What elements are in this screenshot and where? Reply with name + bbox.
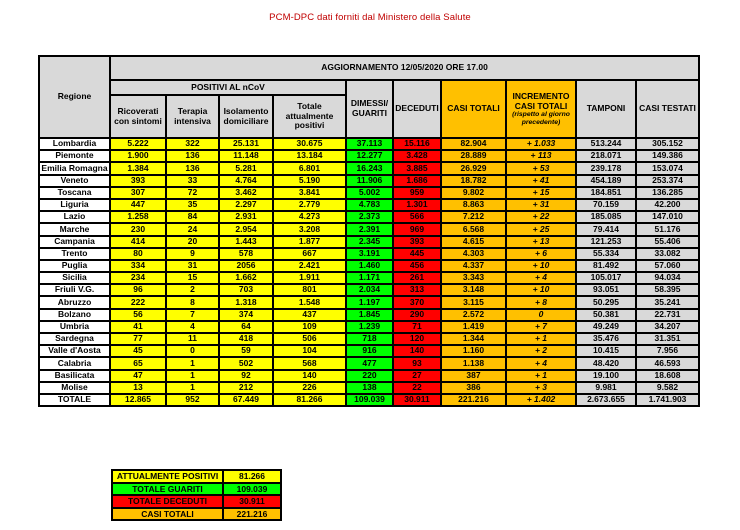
cell-totale-positivi: 109 <box>273 321 346 333</box>
cell-casi-totali: 4.303 <box>441 248 506 260</box>
cell-dimessi-guariti: 16.243 <box>346 162 393 174</box>
cell-deceduti: 3.428 <box>393 150 441 162</box>
cell-tamponi: 79.414 <box>576 223 636 235</box>
cell-terapia-intensiva: 72 <box>166 187 219 199</box>
table-row <box>39 382 699 394</box>
cell-deceduti: 140 <box>393 345 441 357</box>
cell-regione: Lombardia <box>39 138 110 150</box>
cell-deceduti: 370 <box>393 296 441 308</box>
cell-incremento: + 25 <box>506 223 576 235</box>
cell-dimessi-guariti: 109.039 <box>346 394 393 406</box>
cell-dimessi-guariti: 2.345 <box>346 236 393 248</box>
cell-dimessi-guariti: 2.034 <box>346 284 393 296</box>
cell-deceduti: 3.885 <box>393 162 441 174</box>
cell-ricoverati: 41 <box>110 321 166 333</box>
cell-tamponi: 10.415 <box>576 345 636 357</box>
cell-casi-testati: 35.241 <box>636 296 699 308</box>
cell-isolamento: 59 <box>219 345 273 357</box>
summary-value: 109.039 <box>223 483 281 496</box>
cell-casi-testati: 253.374 <box>636 175 699 187</box>
header-isolamento: Isolamento domiciliare <box>219 95 273 138</box>
cell-tamponi: 218.071 <box>576 150 636 162</box>
cell-tamponi: 105.017 <box>576 272 636 284</box>
cell-casi-totali: 221.216 <box>441 394 506 406</box>
cell-incremento: + 13 <box>506 236 576 248</box>
header-casi-testati: CASI TESTATI <box>636 80 699 138</box>
table-row <box>39 199 699 211</box>
cell-dimessi-guariti: 2.373 <box>346 211 393 223</box>
cell-ricoverati: 77 <box>110 333 166 345</box>
cell-dimessi-guariti: 37.113 <box>346 138 393 150</box>
cell-regione: Lazio <box>39 211 110 223</box>
cell-totale-positivi: 801 <box>273 284 346 296</box>
summary-label: TOTALE GUARITI <box>112 483 223 496</box>
cell-incremento: + 53 <box>506 162 576 174</box>
cell-incremento: + 31 <box>506 199 576 211</box>
cell-dimessi-guariti: 1.239 <box>346 321 393 333</box>
cell-deceduti: 393 <box>393 236 441 248</box>
cell-regione: Bolzano <box>39 309 110 321</box>
cell-casi-totali: 1.160 <box>441 345 506 357</box>
header-ricoverati: Ricoverati con sintomi <box>110 95 166 138</box>
cell-incremento: + 1.033 <box>506 138 576 150</box>
cell-dimessi-guariti: 2.391 <box>346 223 393 235</box>
cell-ricoverati: 45 <box>110 345 166 357</box>
cell-totale-positivi: 667 <box>273 248 346 260</box>
cell-dimessi-guariti: 1.197 <box>346 296 393 308</box>
cell-isolamento: 578 <box>219 248 273 260</box>
cell-casi-testati: 55.406 <box>636 236 699 248</box>
cell-incremento: + 41 <box>506 175 576 187</box>
cell-incremento: + 3 <box>506 382 576 394</box>
cell-incremento: + 2 <box>506 345 576 357</box>
cell-casi-totali: 82.904 <box>441 138 506 150</box>
cell-terapia-intensiva: 9 <box>166 248 219 260</box>
cell-casi-testati: 33.082 <box>636 248 699 260</box>
cell-casi-totali: 8.863 <box>441 199 506 211</box>
cell-ricoverati: 96 <box>110 284 166 296</box>
cell-regione: Umbria <box>39 321 110 333</box>
cell-isolamento: 11.148 <box>219 150 273 162</box>
cell-deceduti: 313 <box>393 284 441 296</box>
cell-terapia-intensiva: 15 <box>166 272 219 284</box>
cell-totale-positivi: 5.190 <box>273 175 346 187</box>
cell-ricoverati: 80 <box>110 248 166 260</box>
cell-totale-positivi: 140 <box>273 370 346 382</box>
cell-totale-positivi: 506 <box>273 333 346 345</box>
cell-dimessi-guariti: 5.002 <box>346 187 393 199</box>
cell-terapia-intensiva: 24 <box>166 223 219 235</box>
cell-deceduti: 445 <box>393 248 441 260</box>
cell-tamponi: 50.381 <box>576 309 636 321</box>
cell-dimessi-guariti: 718 <box>346 333 393 345</box>
header-casi-totali: CASI TOTALI <box>441 80 506 138</box>
cell-ricoverati: 334 <box>110 260 166 272</box>
summary-label: ATTUALMENTE POSITIVI <box>112 470 223 483</box>
cell-deceduti: 959 <box>393 187 441 199</box>
cell-casi-totali: 26.929 <box>441 162 506 174</box>
cell-ricoverati: 222 <box>110 296 166 308</box>
summary-table <box>111 469 282 521</box>
cell-isolamento: 1.318 <box>219 296 273 308</box>
cell-tamponi: 513.244 <box>576 138 636 150</box>
cell-dimessi-guariti: 477 <box>346 357 393 369</box>
cell-ricoverati: 65 <box>110 357 166 369</box>
cell-dimessi-guariti: 1.845 <box>346 309 393 321</box>
cell-ricoverati: 47 <box>110 370 166 382</box>
cell-regione: Sardegna <box>39 333 110 345</box>
summary-row-attualmente-positivi <box>112 470 281 483</box>
table-row <box>39 211 699 223</box>
table-row <box>39 333 699 345</box>
cell-totale-positivi: 6.801 <box>273 162 346 174</box>
cell-tamponi: 239.178 <box>576 162 636 174</box>
cell-deceduti: 261 <box>393 272 441 284</box>
cell-totale-positivi: 81.266 <box>273 394 346 406</box>
cell-casi-totali: 1.344 <box>441 333 506 345</box>
cell-casi-totali: 386 <box>441 382 506 394</box>
cell-tamponi: 55.334 <box>576 248 636 260</box>
cell-totale-positivi: 104 <box>273 345 346 357</box>
summary-label: CASI TOTALI <box>112 508 223 521</box>
page-title: PCM-DPC dati forniti dal Ministero della Salute <box>269 12 471 23</box>
table-row <box>39 321 699 333</box>
cell-regione: Piemonte <box>39 150 110 162</box>
table-row <box>39 175 699 187</box>
cell-dimessi-guariti: 3.191 <box>346 248 393 260</box>
cell-casi-testati: 94.034 <box>636 272 699 284</box>
header-totale-positivi: Totale attualmente positivi <box>273 95 346 138</box>
cell-casi-testati: 1.741.903 <box>636 394 699 406</box>
cell-incremento: + 7 <box>506 321 576 333</box>
cell-tamponi: 93.051 <box>576 284 636 296</box>
table-row <box>39 357 699 369</box>
cell-incremento: + 1.402 <box>506 394 576 406</box>
cell-terapia-intensiva: 952 <box>166 394 219 406</box>
cell-terapia-intensiva: 33 <box>166 175 219 187</box>
cell-terapia-intensiva: 4 <box>166 321 219 333</box>
cell-casi-totali: 1.138 <box>441 357 506 369</box>
cell-totale-positivi: 3.841 <box>273 187 346 199</box>
cell-casi-totali: 1.419 <box>441 321 506 333</box>
cell-ricoverati: 1.258 <box>110 211 166 223</box>
cell-dimessi-guariti: 138 <box>346 382 393 394</box>
cell-casi-totali: 3.115 <box>441 296 506 308</box>
cell-casi-testati: 58.395 <box>636 284 699 296</box>
cell-terapia-intensiva: 0 <box>166 345 219 357</box>
cell-deceduti: 969 <box>393 223 441 235</box>
cell-terapia-intensiva: 1 <box>166 357 219 369</box>
cell-regione: Calabria <box>39 357 110 369</box>
cell-casi-totali: 4.337 <box>441 260 506 272</box>
cell-isolamento: 67.449 <box>219 394 273 406</box>
cell-deceduti: 1.686 <box>393 175 441 187</box>
cell-incremento: + 22 <box>506 211 576 223</box>
cell-tamponi: 19.100 <box>576 370 636 382</box>
cell-incremento: + 15 <box>506 187 576 199</box>
cell-terapia-intensiva: 1 <box>166 370 219 382</box>
cell-ricoverati: 12.865 <box>110 394 166 406</box>
cell-dimessi-guariti: 4.783 <box>346 199 393 211</box>
cell-terapia-intensiva: 136 <box>166 162 219 174</box>
cell-regione: Friuli V.G. <box>39 284 110 296</box>
cell-ricoverati: 5.222 <box>110 138 166 150</box>
cell-regione: Valle d'Aosta <box>39 345 110 357</box>
cell-deceduti: 93 <box>393 357 441 369</box>
cell-ricoverati: 56 <box>110 309 166 321</box>
cell-isolamento: 2.931 <box>219 211 273 223</box>
cell-regione: Campania <box>39 236 110 248</box>
cell-deceduti: 71 <box>393 321 441 333</box>
cell-terapia-intensiva: 8 <box>166 296 219 308</box>
cell-regione: Sicilia <box>39 272 110 284</box>
table-row <box>39 296 699 308</box>
summary-value: 221.216 <box>223 508 281 521</box>
cell-isolamento: 64 <box>219 321 273 333</box>
cell-casi-testati: 22.731 <box>636 309 699 321</box>
cell-isolamento: 2056 <box>219 260 273 272</box>
cell-casi-totali: 3.148 <box>441 284 506 296</box>
cell-terapia-intensiva: 20 <box>166 236 219 248</box>
cell-incremento: + 4 <box>506 272 576 284</box>
cell-deceduti: 22 <box>393 382 441 394</box>
cell-casi-totali: 6.568 <box>441 223 506 235</box>
cell-isolamento: 418 <box>219 333 273 345</box>
cell-isolamento: 2.954 <box>219 223 273 235</box>
cell-casi-testati: 31.351 <box>636 333 699 345</box>
table-row <box>39 284 699 296</box>
cell-casi-totali: 3.343 <box>441 272 506 284</box>
cell-terapia-intensiva: 2 <box>166 284 219 296</box>
cell-ricoverati: 230 <box>110 223 166 235</box>
cell-terapia-intensiva: 136 <box>166 150 219 162</box>
summary-label: TOTALE DECEDUTI <box>112 495 223 508</box>
cell-casi-totali: 28.889 <box>441 150 506 162</box>
cell-casi-totali: 2.572 <box>441 309 506 321</box>
cell-totale-positivi: 4.273 <box>273 211 346 223</box>
cell-casi-testati: 305.152 <box>636 138 699 150</box>
cell-totale-positivi: 1.877 <box>273 236 346 248</box>
header-positivi-group: POSITIVI AL nCoV <box>110 80 346 95</box>
cell-regione: Trento <box>39 248 110 260</box>
cell-casi-testati: 51.176 <box>636 223 699 235</box>
table-row-total <box>39 394 699 406</box>
cell-tamponi: 184.851 <box>576 187 636 199</box>
cell-incremento: 0 <box>506 309 576 321</box>
cell-ricoverati: 1.384 <box>110 162 166 174</box>
table-row <box>39 223 699 235</box>
header-incremento <box>506 80 576 138</box>
cell-totale-positivi: 226 <box>273 382 346 394</box>
cell-totale-positivi: 2.779 <box>273 199 346 211</box>
cell-ricoverati: 307 <box>110 187 166 199</box>
cell-regione: Marche <box>39 223 110 235</box>
cell-casi-totali: 7.212 <box>441 211 506 223</box>
summary-row-casi-totali <box>112 508 281 521</box>
cell-dimessi-guariti: 1.460 <box>346 260 393 272</box>
cell-terapia-intensiva: 84 <box>166 211 219 223</box>
cell-deceduti: 456 <box>393 260 441 272</box>
cell-isolamento: 4.764 <box>219 175 273 187</box>
cell-regione: TOTALE <box>39 394 110 406</box>
table-header <box>39 56 699 138</box>
cell-casi-testati: 34.207 <box>636 321 699 333</box>
summary-row-totale-guariti <box>112 483 281 496</box>
cell-ricoverati: 414 <box>110 236 166 248</box>
cell-totale-positivi: 2.421 <box>273 260 346 272</box>
cell-isolamento: 212 <box>219 382 273 394</box>
cell-regione: Puglia <box>39 260 110 272</box>
cell-regione: Molise <box>39 382 110 394</box>
cell-dimessi-guariti: 220 <box>346 370 393 382</box>
cell-isolamento: 1.662 <box>219 272 273 284</box>
cell-isolamento: 2.297 <box>219 199 273 211</box>
cell-isolamento: 703 <box>219 284 273 296</box>
cell-isolamento: 5.281 <box>219 162 273 174</box>
cell-regione: Emilia Romagna <box>39 162 110 174</box>
cell-casi-testati: 147.010 <box>636 211 699 223</box>
cell-casi-testati: 46.593 <box>636 357 699 369</box>
cell-casi-totali: 387 <box>441 370 506 382</box>
cell-dimessi-guariti: 11.906 <box>346 175 393 187</box>
table-row <box>39 260 699 272</box>
header-incremento-note: (rispetto al giorno precedente) <box>512 111 570 126</box>
cell-tamponi: 2.673.655 <box>576 394 636 406</box>
cell-casi-testati: 153.074 <box>636 162 699 174</box>
cell-deceduti: 15.116 <box>393 138 441 150</box>
cell-isolamento: 92 <box>219 370 273 382</box>
cell-incremento: + 4 <box>506 357 576 369</box>
table-body <box>39 138 699 406</box>
cell-regione: Toscana <box>39 187 110 199</box>
cell-regione: Basilicata <box>39 370 110 382</box>
cell-totale-positivi: 13.184 <box>273 150 346 162</box>
cell-deceduti: 27 <box>393 370 441 382</box>
table-row <box>39 370 699 382</box>
header-tamponi: TAMPONI <box>576 80 636 138</box>
cell-isolamento: 374 <box>219 309 273 321</box>
cell-dimessi-guariti: 12.277 <box>346 150 393 162</box>
cell-ricoverati: 13 <box>110 382 166 394</box>
cell-isolamento: 3.462 <box>219 187 273 199</box>
table-row <box>39 309 699 321</box>
cell-casi-testati: 18.608 <box>636 370 699 382</box>
cell-regione: Abruzzo <box>39 296 110 308</box>
cell-regione: Veneto <box>39 175 110 187</box>
cell-tamponi: 9.981 <box>576 382 636 394</box>
table-row <box>39 272 699 284</box>
cell-casi-testati: 42.200 <box>636 199 699 211</box>
cell-tamponi: 185.085 <box>576 211 636 223</box>
cell-terapia-intensiva: 1 <box>166 382 219 394</box>
cell-ricoverati: 447 <box>110 199 166 211</box>
cell-deceduti: 1.301 <box>393 199 441 211</box>
cell-totale-positivi: 30.675 <box>273 138 346 150</box>
header-update-banner: AGGIORNAMENTO 12/05/2020 ORE 17.00 <box>110 56 699 80</box>
cell-incremento: + 1 <box>506 333 576 345</box>
table-row <box>39 150 699 162</box>
cell-dimessi-guariti: 916 <box>346 345 393 357</box>
cell-ricoverati: 1.900 <box>110 150 166 162</box>
cell-casi-testati: 136.285 <box>636 187 699 199</box>
cell-incremento: + 1 <box>506 370 576 382</box>
cell-tamponi: 50.295 <box>576 296 636 308</box>
cell-casi-testati: 149.386 <box>636 150 699 162</box>
header-terapia-intensiva: Terapia intensiva <box>166 95 219 138</box>
cell-tamponi: 35.476 <box>576 333 636 345</box>
cell-ricoverati: 234 <box>110 272 166 284</box>
cell-isolamento: 25.131 <box>219 138 273 150</box>
cell-casi-totali: 9.802 <box>441 187 506 199</box>
cell-incremento: + 113 <box>506 150 576 162</box>
cell-terapia-intensiva: 35 <box>166 199 219 211</box>
summary-row-totale-deceduti <box>112 495 281 508</box>
cell-dimessi-guariti: 1.171 <box>346 272 393 284</box>
table-row <box>39 236 699 248</box>
cell-casi-totali: 4.615 <box>441 236 506 248</box>
cell-incremento: + 10 <box>506 260 576 272</box>
header-dimessi-guariti: DIMESSI/ GUARITI <box>346 80 393 138</box>
table-row <box>39 187 699 199</box>
table-row <box>39 138 699 150</box>
cell-tamponi: 70.159 <box>576 199 636 211</box>
cell-ricoverati: 393 <box>110 175 166 187</box>
summary-value: 30.911 <box>223 495 281 508</box>
header-regione: Regione <box>39 56 110 138</box>
cell-deceduti: 290 <box>393 309 441 321</box>
cell-incremento: + 6 <box>506 248 576 260</box>
table-row <box>39 162 699 174</box>
header-incremento-label: INCREMENTO CASI TOTALI <box>512 90 570 111</box>
table-row <box>39 248 699 260</box>
cell-terapia-intensiva: 31 <box>166 260 219 272</box>
cell-casi-testati: 7.956 <box>636 345 699 357</box>
cell-totale-positivi: 3.208 <box>273 223 346 235</box>
cell-deceduti: 30.911 <box>393 394 441 406</box>
summary-value: 81.266 <box>223 470 281 483</box>
cell-tamponi: 48.420 <box>576 357 636 369</box>
cell-isolamento: 502 <box>219 357 273 369</box>
cell-incremento: + 8 <box>506 296 576 308</box>
cell-incremento: + 10 <box>506 284 576 296</box>
cell-tamponi: 121.253 <box>576 236 636 248</box>
cell-deceduti: 566 <box>393 211 441 223</box>
cell-isolamento: 1.443 <box>219 236 273 248</box>
cell-terapia-intensiva: 322 <box>166 138 219 150</box>
cell-totale-positivi: 1.911 <box>273 272 346 284</box>
cell-terapia-intensiva: 11 <box>166 333 219 345</box>
cell-tamponi: 81.492 <box>576 260 636 272</box>
header-deceduti: DECEDUTI <box>393 80 441 138</box>
cell-casi-testati: 57.060 <box>636 260 699 272</box>
covid-region-table <box>38 55 700 407</box>
cell-casi-testati: 9.582 <box>636 382 699 394</box>
cell-tamponi: 454.189 <box>576 175 636 187</box>
table-row <box>39 345 699 357</box>
cell-totale-positivi: 437 <box>273 309 346 321</box>
cell-totale-positivi: 1.548 <box>273 296 346 308</box>
cell-regione: Liguria <box>39 199 110 211</box>
cell-totale-positivi: 568 <box>273 357 346 369</box>
cell-tamponi: 49.249 <box>576 321 636 333</box>
cell-terapia-intensiva: 7 <box>166 309 219 321</box>
cell-casi-totali: 18.782 <box>441 175 506 187</box>
cell-deceduti: 120 <box>393 333 441 345</box>
